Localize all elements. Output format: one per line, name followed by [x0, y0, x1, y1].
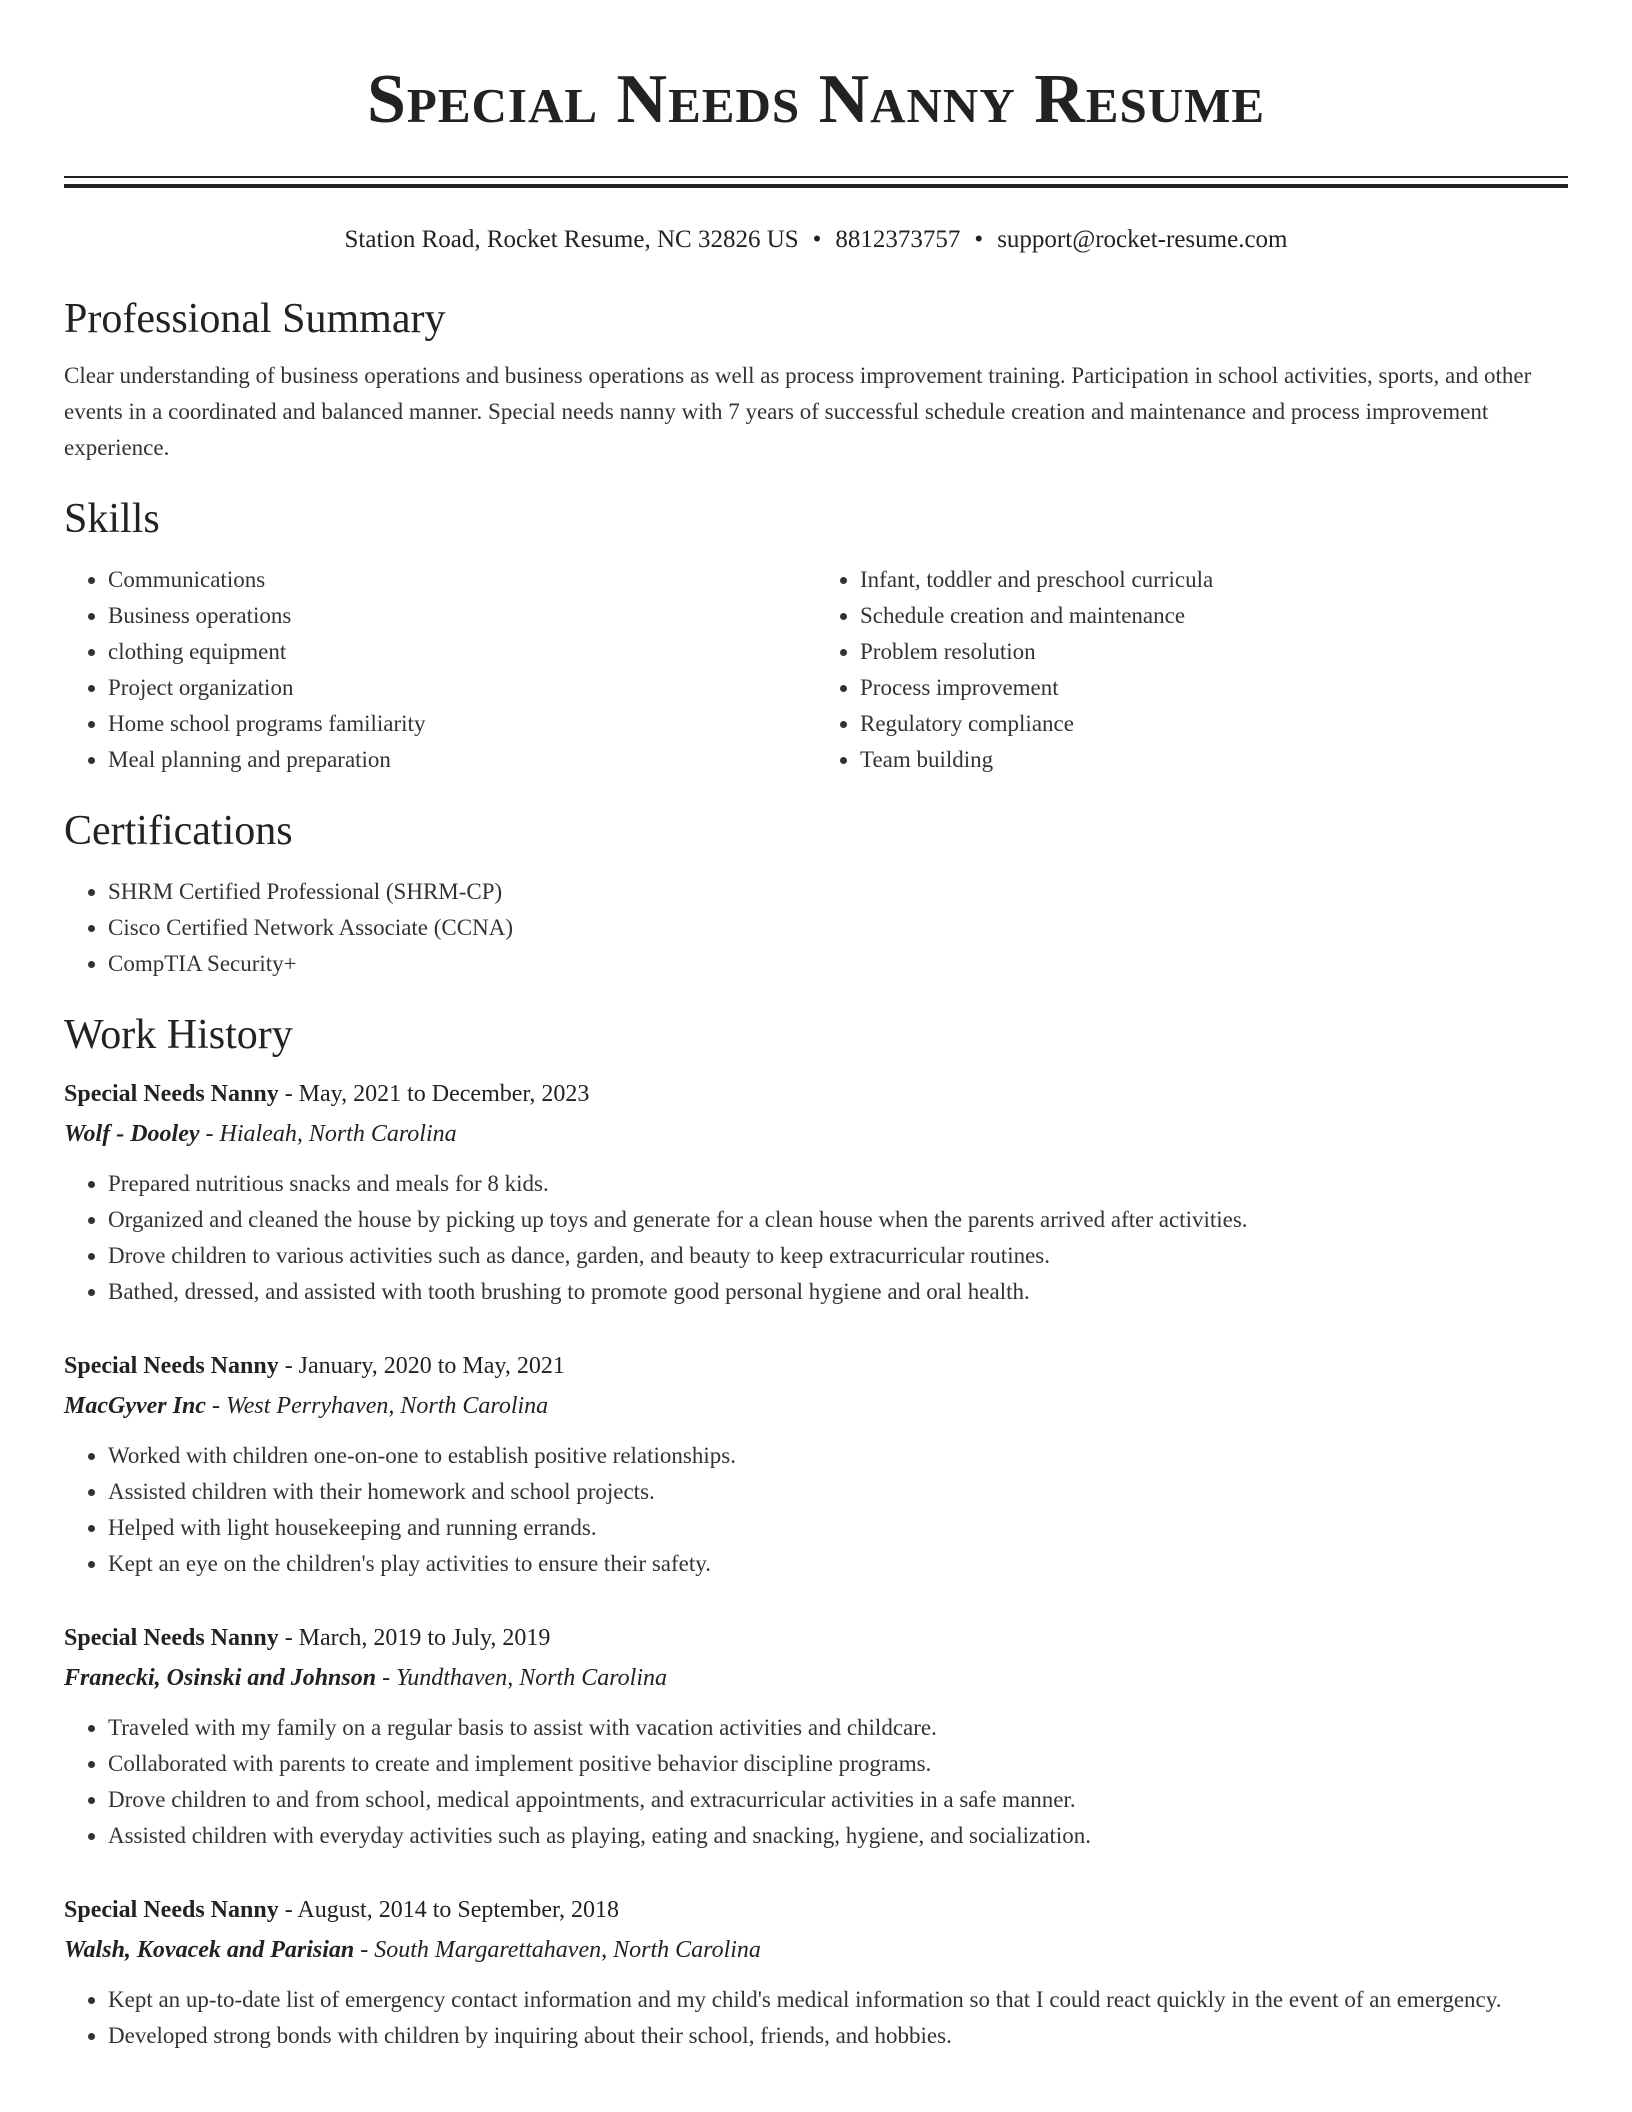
job-company-line: [64, 1658, 1568, 1698]
job-title-line: [64, 1074, 1568, 1114]
job-bullet: • Assisted children with their homework and school projects.: [108, 1474, 1568, 1510]
skills-list-left: [64, 562, 816, 778]
job-company: Walsh, Kovacek and Parisian: [64, 1937, 355, 1963]
certification-item: • CompTIA Security+: [108, 946, 1568, 982]
job-company: Franecki, Osinski and Johnson: [64, 1665, 377, 1691]
skill-item: • Regulatory compliance: [860, 706, 1568, 742]
job-role: Special Needs Nanny: [64, 1081, 279, 1107]
title-divider-thin: [64, 176, 1568, 178]
job-role: Special Needs Nanny: [64, 1353, 279, 1379]
job-dates: - May, 2021 to December, 2023: [278, 1081, 590, 1107]
job-entry: [64, 1890, 1568, 2054]
job-dates: - August, 2014 to September, 2018: [278, 1897, 620, 1923]
skills-columns: [64, 562, 1568, 778]
title-divider-thick: [64, 184, 1568, 188]
job-bullet: • Traveled with my family on a regular basis to assist with vacation activities and childcare.: [108, 1710, 1568, 1746]
job-title-line: [64, 1618, 1568, 1658]
job-bullet: • Helped with light housekeeping and running errands.: [108, 1510, 1568, 1546]
job-company: MacGyver Inc: [64, 1393, 206, 1419]
job-location: - South Margarettahaven, North Carolina: [354, 1937, 761, 1963]
job-bullet: • Organized and cleaned the house by picking up toys and generate for a clean house when the parents arrived after activities.: [108, 1202, 1568, 1238]
skill-item: • Problem resolution: [860, 634, 1568, 670]
contact-line: [64, 224, 1568, 256]
job-title-line: [64, 1346, 1568, 1386]
job-entry: [64, 1074, 1568, 1310]
skill-item: • Process improvement: [860, 670, 1568, 706]
job-dates: - January, 2020 to May, 2021: [278, 1353, 565, 1379]
job-bullets: [64, 1710, 1568, 1854]
job-title-line: [64, 1890, 1568, 1930]
resume-title: Special Needs Nanny Resume: [366, 61, 1266, 138]
contact-separator: •: [812, 226, 822, 253]
job-bullet: • Drove children to various activities such as dance, garden, and beauty to keep extracurricular routines.: [108, 1238, 1568, 1274]
job-bullet: • Kept an eye on the children's play activities to ensure their safety.: [108, 1546, 1568, 1582]
job-bullet: • Assisted children with everyday activities such as playing, eating and snacking, hygiene, and socialization.: [108, 1818, 1568, 1854]
summary-text: Clear understanding of business operations and business operations as well as process improvement training. Participation in school activities, sports, and other events in a coordinated and balanced manner. Special needs nanny with 7 years of successful schedule creation and maintenance and process improvement experience.: [64, 363, 1532, 460]
job-location: - Hialeah, North Carolina: [199, 1121, 457, 1147]
job-entry: [64, 1346, 1568, 1582]
job-bullet: • Developed strong bonds with children by inquiring about their school, friends, and hobbies.: [108, 2018, 1568, 2054]
skill-item: • Home school programs familiarity: [108, 706, 816, 742]
skill-item: • Communications: [108, 562, 816, 598]
job-bullet: • Kept an up-to-date list of emergency contact information and my child's medical information so that I could react quickly in the event of an emergency.: [108, 1982, 1568, 2018]
job-company: Wolf - Dooley: [64, 1121, 200, 1147]
certification-item: • Cisco Certified Network Associate (CCNA): [108, 910, 1568, 946]
certification-item: • SHRM Certified Professional (SHRM-CP): [108, 874, 1568, 910]
job-bullets: [64, 1166, 1568, 1310]
skills-list-right: [816, 562, 1568, 778]
skill-item: • Schedule creation and maintenance: [860, 598, 1568, 634]
skill-item: • Business operations: [108, 598, 816, 634]
job-bullets: [64, 1982, 1568, 2054]
certifications-list: [64, 874, 1568, 982]
skill-item: • Infant, toddler and preschool curricula: [860, 562, 1568, 598]
resume-page: [64, 0, 1568, 2054]
job-company-line: [64, 1114, 1568, 1154]
contact-email: support@rocket-resume.com: [997, 226, 1288, 253]
job-entry: [64, 1618, 1568, 1854]
job-role: Special Needs Nanny: [64, 1897, 279, 1923]
skill-item: • Team building: [860, 742, 1568, 778]
job-company-line: [64, 1386, 1568, 1426]
contact-address: Station Road, Rocket Resume, NC 32826 US: [344, 226, 799, 253]
skills-heading: Skills: [64, 496, 160, 542]
job-bullet: • Worked with children one-on-one to establish positive relationships.: [108, 1438, 1568, 1474]
job-company-line: [64, 1930, 1568, 1970]
skill-item: • clothing equipment: [108, 634, 816, 670]
contact-phone: 8812373757: [835, 226, 961, 253]
job-location: - West Perryhaven, North Carolina: [205, 1393, 549, 1419]
contact-separator: •: [974, 226, 984, 253]
job-location: - Yundthaven, North Carolina: [376, 1665, 668, 1691]
skill-item: • Project organization: [108, 670, 816, 706]
job-role: Special Needs Nanny: [64, 1625, 279, 1651]
work-history-heading: Work History: [64, 1012, 293, 1058]
skill-item: • Meal planning and preparation: [108, 742, 816, 778]
job-bullet: • Drove children to and from school, medical appointments, and extracurricular activities in a safe manner.: [108, 1782, 1568, 1818]
job-bullets: [64, 1438, 1568, 1582]
job-bullet: • Prepared nutritious snacks and meals for 8 kids.: [108, 1166, 1568, 1202]
certifications-heading: Certifications: [64, 808, 293, 854]
job-bullet: • Collaborated with parents to create and implement positive behavior discipline programs.: [108, 1746, 1568, 1782]
job-bullet: • Bathed, dressed, and assisted with tooth brushing to promote good personal hygiene and oral health.: [108, 1274, 1568, 1310]
summary-heading: Professional Summary: [64, 296, 446, 342]
job-dates: - March, 2019 to July, 2019: [278, 1625, 551, 1651]
